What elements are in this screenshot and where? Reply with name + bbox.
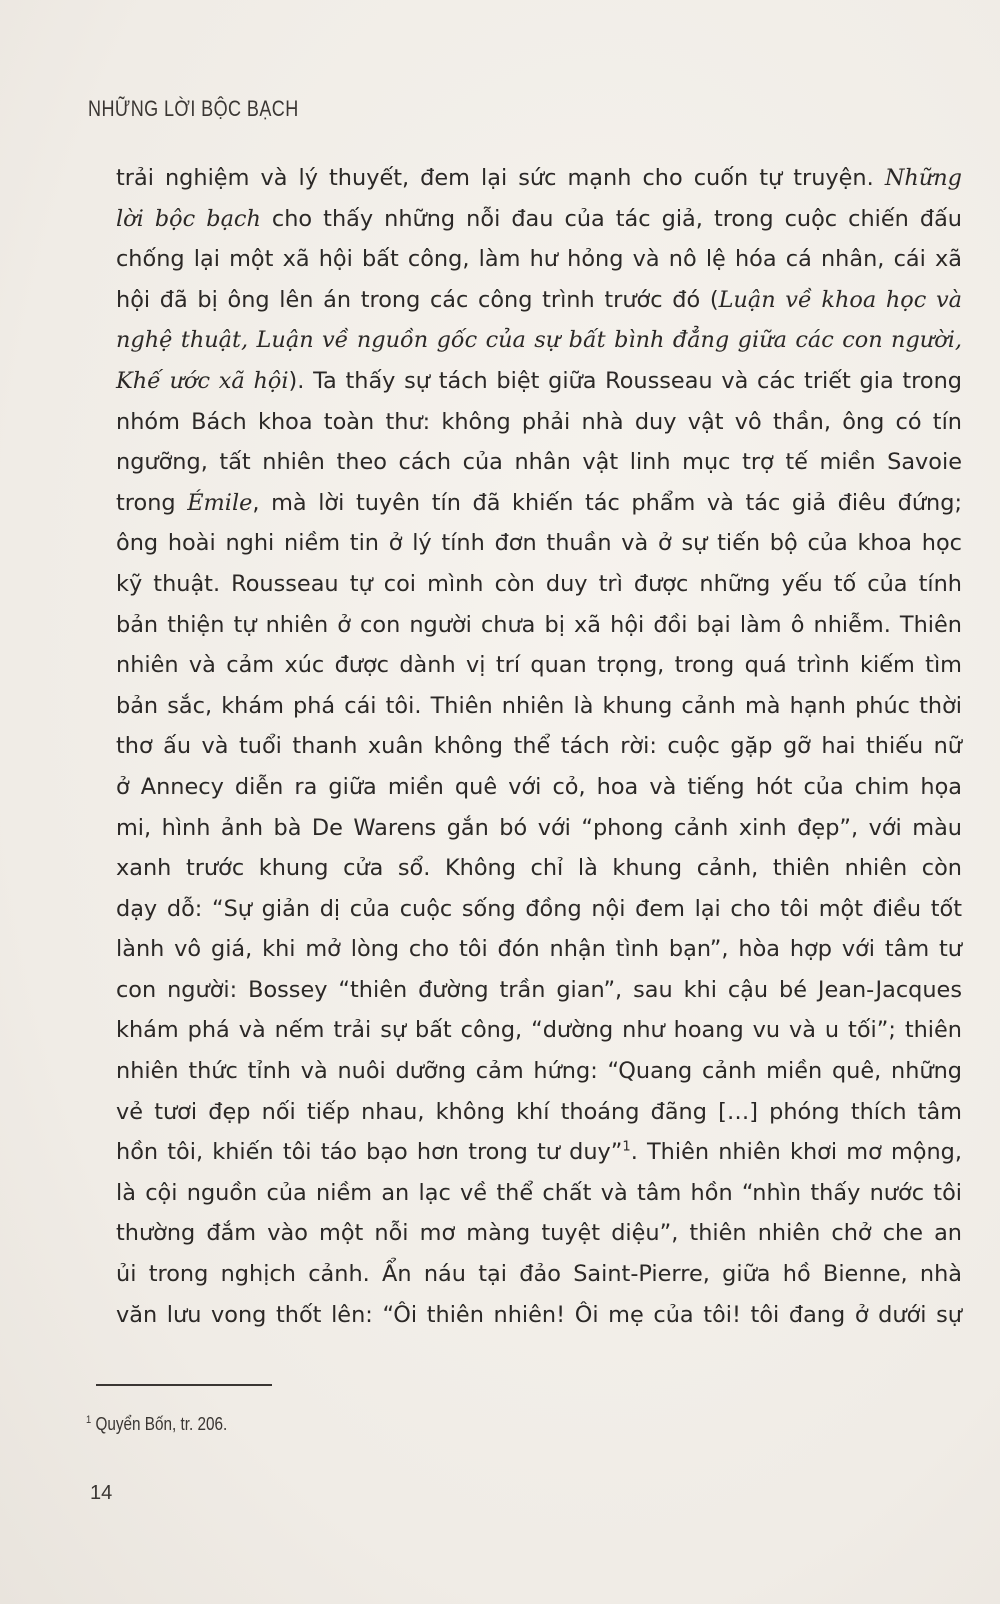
text-line: [116, 199, 962, 240]
text-line: ông hoài nghi niềm tin ở lý tính đơn thuần và ở sự tiến bộ của khoa học: [116, 530, 962, 557]
text-line: nhiên thức tỉnh và nuôi dưỡng cảm hứng: “Quang cảnh miền quê, những: [116, 1058, 962, 1085]
text-line: dạy dỗ: “Sự giản dị của cuộc sống đồng nội đem lại cho tôi một điều tốt: [116, 895, 962, 922]
text-line: kỹ thuật. Rousseau tự coi mình còn duy trì được những yếu tố của tính: [116, 570, 962, 597]
text-line: bản sắc, khám phá cái tôi. Thiên nhiên là khung cảnh mà hạnh phúc thời: [116, 692, 962, 719]
text-line: ở Annecy diễn ra giữa miền quê với cỏ, hoa và tiếng hót của chim họa: [116, 773, 962, 800]
text-span: ). Ta thấy sự tách biệt giữa Rousseau và các triết gia trong: [288, 367, 962, 394]
text-span: hồn tôi, khiến tôi táo bạo hơn trong tư duy”: [116, 1139, 623, 1166]
text-line: ngưỡng, tất nhiên theo cách của nhân vật linh mục trợ tế miền Savoie: [116, 449, 962, 476]
footnote-divider: [96, 1384, 272, 1386]
text-line: con người: Bossey “thiên đường trần gian”, sau khi cậu bé Jean-Jacques: [116, 976, 962, 1003]
italic-title: nghệ thuật, Luận về nguồn gốc của sự bất bình đẳng giữa các con người,: [116, 327, 962, 354]
page-number: 14: [90, 1482, 113, 1504]
italic-title: Khế ước xã hội: [116, 367, 289, 394]
text-line: vẻ tươi đẹp nối tiếp nhau, không khí thoáng đãng […] phóng thích tâm: [116, 1098, 962, 1125]
text-line: [116, 1132, 962, 1173]
text-line: xanh trước khung cửa sổ. Không chỉ là khung cảnh, thiên nhiên còn: [116, 855, 962, 882]
text-span: cho thấy những nỗi đau của tác giả, trong cuộc chiến đấu: [260, 205, 962, 232]
footnote-marker: 1: [86, 1414, 92, 1426]
footnote-text: Quyển Bốn, tr. 206.: [91, 1414, 228, 1434]
text-line: nhiên và cảm xúc được dành vị trí quan trọng, trong quá trình kiếm tìm: [116, 652, 962, 679]
text-line: nhóm Bách khoa toàn thư: không phải nhà duy vật vô thần, ông có tín: [116, 408, 962, 435]
text-line: thường đắm vào một nỗi mơ màng tuyệt diệu”, thiên nhiên chở che an: [116, 1220, 962, 1247]
italic-title: Émile: [187, 489, 253, 516]
text-line: bản thiện tự nhiên ở con người chưa bị xã hội đồi bại làm ô nhiễm. Thiên: [116, 611, 962, 638]
text-line: ủi trong nghịch cảnh. Ẩn náu tại đảo Saint-Pierre, giữa hồ Bienne, nhà: [116, 1261, 962, 1288]
text-span: hội đã bị ông lên án trong các công trình trước đó (: [116, 286, 719, 313]
text-line: [116, 320, 962, 361]
text-line: [116, 158, 962, 199]
text-line: lành vô giá, khi mở lòng cho tôi đón nhận tình bạn”, hòa hợp với tâm tư: [116, 936, 962, 963]
text-line: là cội nguồn của niềm an lạc về thể chất và tâm hồn “nhìn thấy nước tôi: [116, 1179, 962, 1206]
italic-title: lời bộc bạch: [116, 205, 261, 232]
text-span: trải nghiệm và lý thuyết, đem lại sức mạnh cho cuốn tự truyện.: [116, 165, 885, 191]
text-line: [116, 280, 962, 321]
italic-title: Những: [884, 165, 962, 191]
text-line: mi, hình ảnh bà De Warens gắn bó với “phong cảnh xinh đẹp”, với màu: [116, 814, 962, 841]
footnote-reference: 1: [622, 1139, 631, 1155]
text-line: [116, 361, 962, 402]
footnote: [86, 1414, 227, 1435]
body-paragraph: [116, 158, 962, 1335]
text-span: trong: [116, 489, 188, 516]
text-line: [116, 483, 962, 524]
italic-title: Luận về khoa học và: [718, 286, 963, 313]
text-line: văn lưu vong thốt lên: “Ôi thiên nhiên! Ôi mẹ của tôi! tôi đang ở dưới sự: [116, 1301, 962, 1328]
text-line: chống lại một xã hội bất công, làm hư hỏng và nô lệ hóa cá nhân, cái xã: [116, 246, 962, 273]
text-span: , mà lời tuyên tín đã khiến tác phẩm và tác giả điêu đứng;: [252, 489, 963, 516]
text-line: khám phá và nếm trải sự bất công, “dường như hoang vu và u tối”; thiên: [116, 1017, 962, 1044]
text-span: . Thiên nhiên khơi mơ mộng,: [630, 1139, 963, 1166]
running-header: NHỮNG LỜI BỘC BẠCH: [88, 96, 299, 121]
text-line: thơ ấu và tuổi thanh xuân không thể tách rời: cuộc gặp gỡ hai thiếu nữ: [116, 733, 962, 760]
